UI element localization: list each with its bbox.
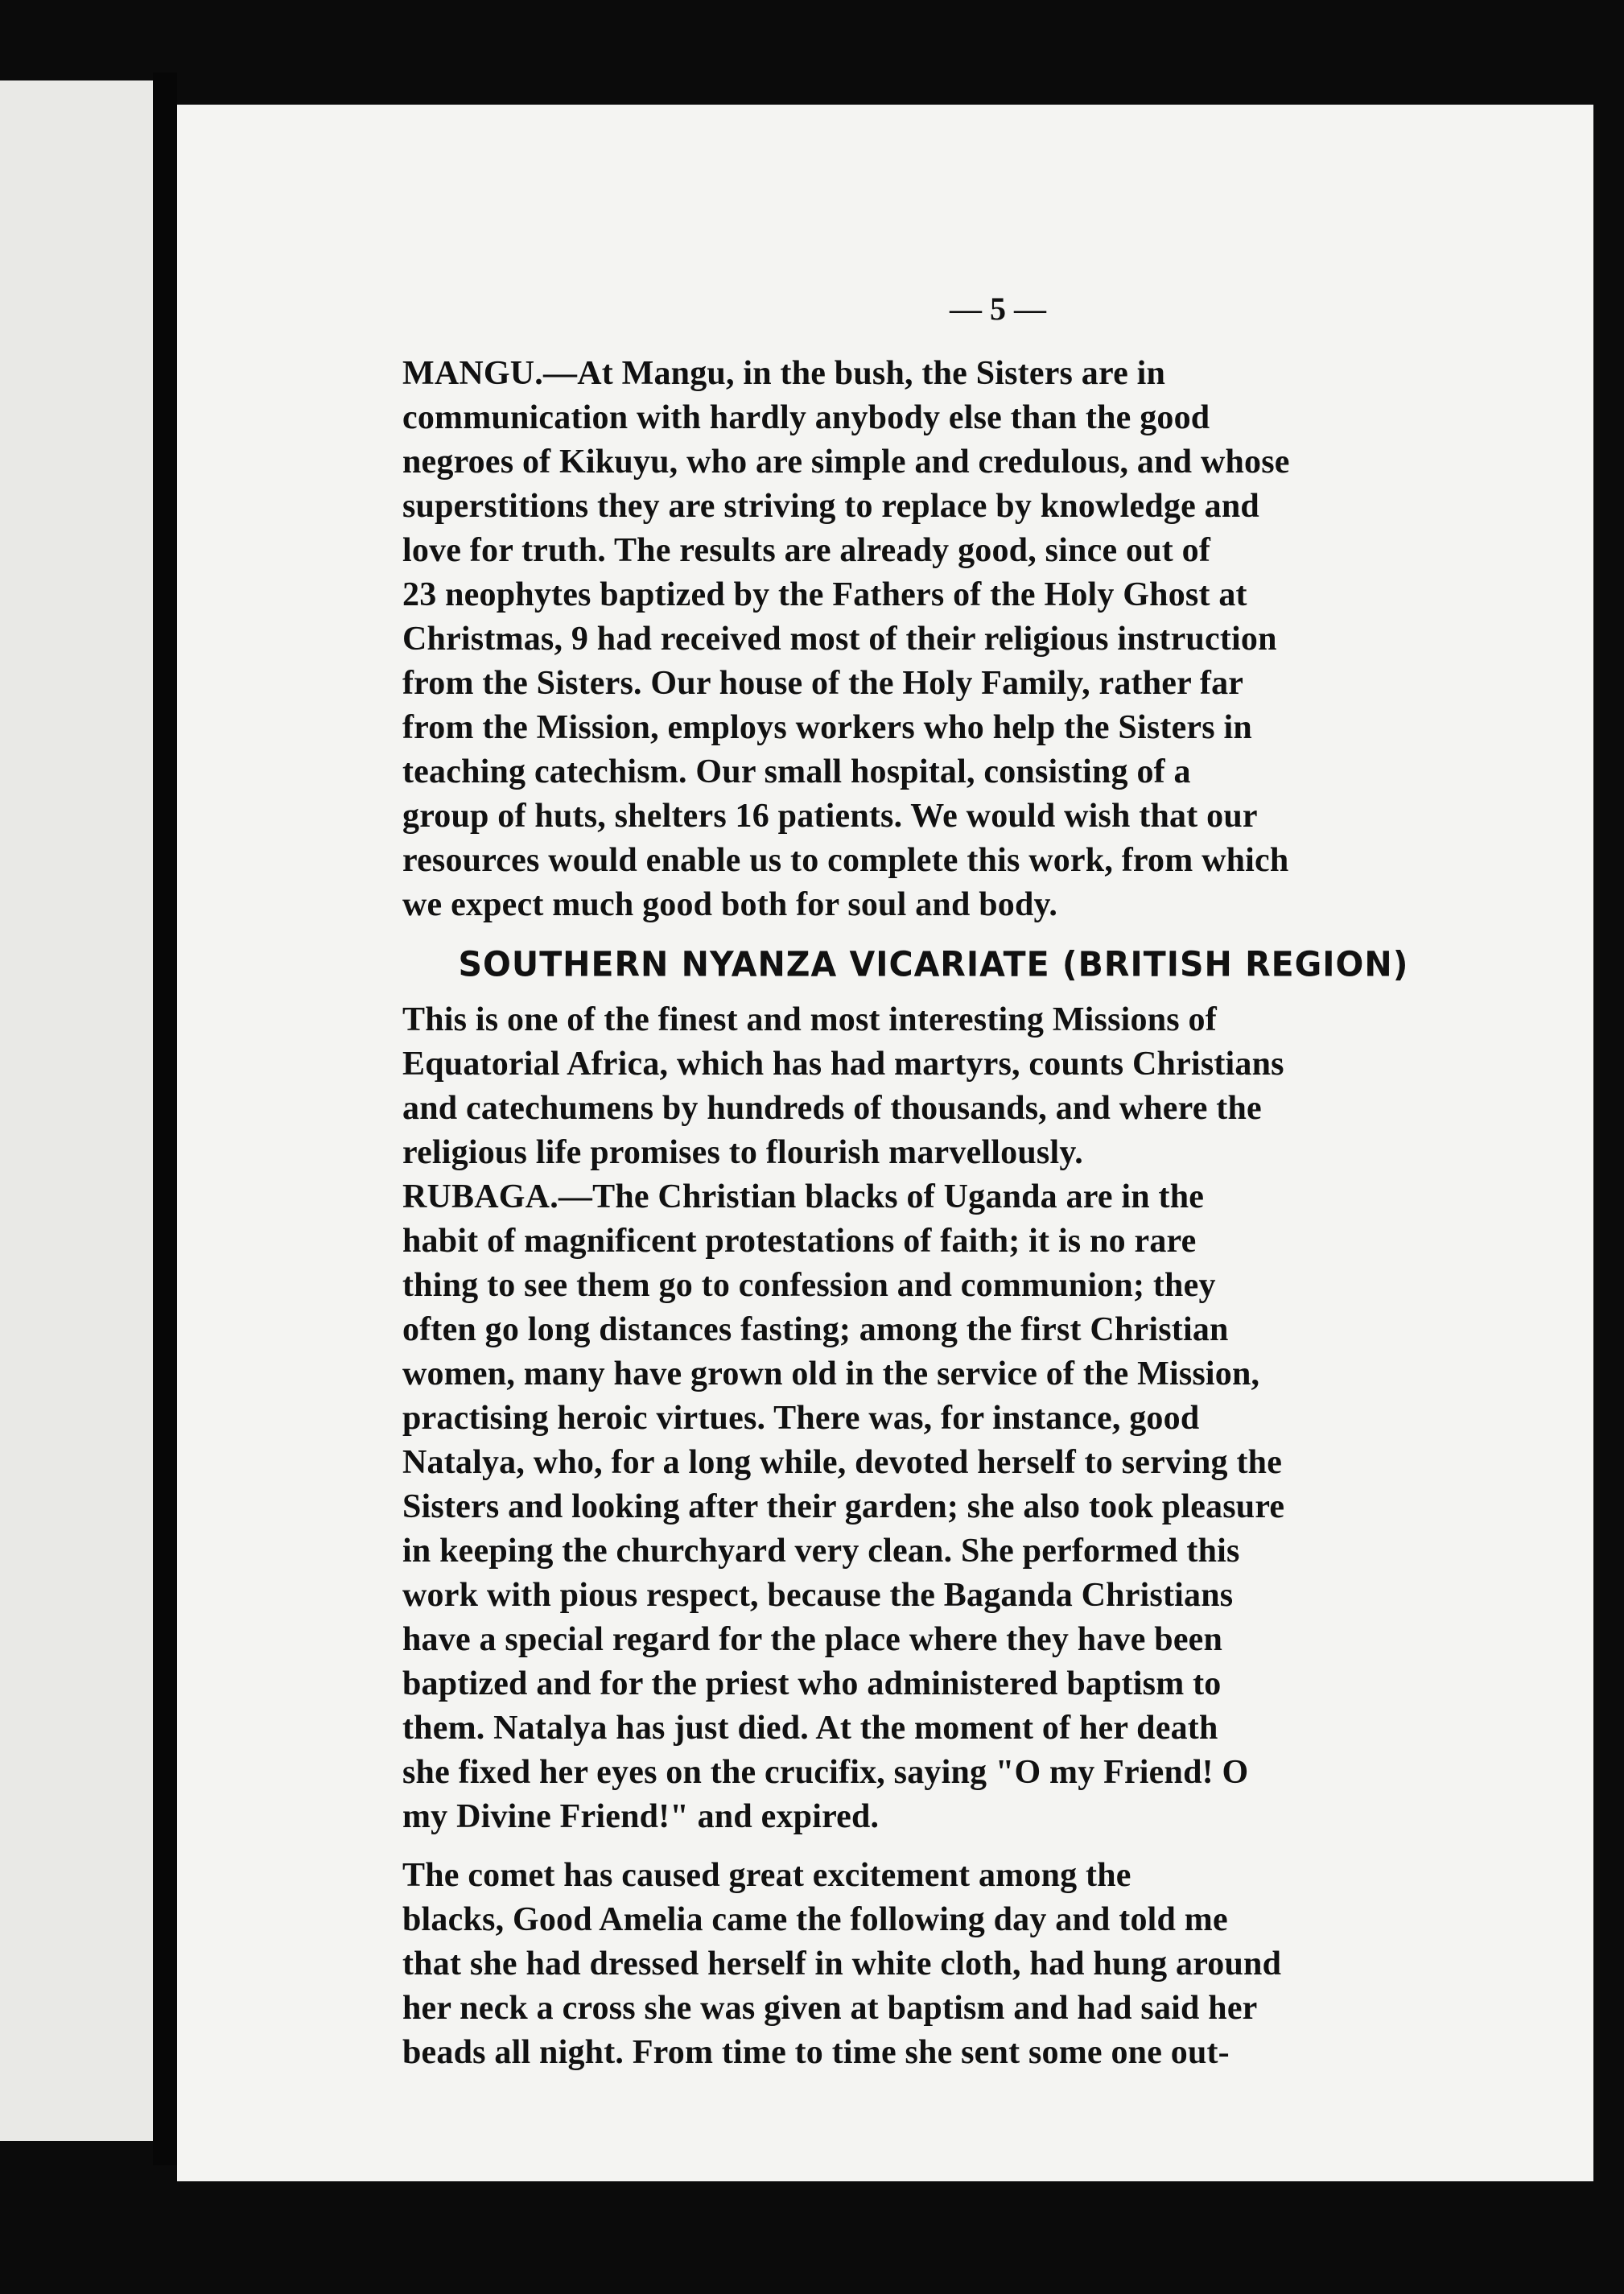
text-line: 23 neophytes baptized by the Fathers of the Holy Ghost at: [402, 576, 1247, 613]
text-line: that she had dressed herself in white cloth, had hung around: [402, 1945, 1282, 1982]
text-line: teaching catechism. Our small hospital, consisting of a: [402, 753, 1191, 790]
text-line: RUBAGA.—The Christian blacks of Uganda are in the: [402, 1178, 1205, 1215]
text-line: often go long distances fasting; among the first Christian: [402, 1311, 1229, 1348]
text-line: and catechumens by hundreds of thousands, and where the: [402, 1090, 1262, 1127]
text-line: have a special regard for the place where they have been: [402, 1621, 1223, 1658]
text-line: thing to see them go to confession and communion; they: [402, 1267, 1216, 1304]
page-number: — 5 —: [950, 291, 1046, 327]
text-line: Christmas, 9 had received most of their religious instruction: [402, 621, 1277, 658]
text-line: communication with hardly anybody else than the good: [402, 399, 1210, 436]
document-page: [177, 105, 1593, 2181]
text-line: The comet has caused great excitement among the: [402, 1857, 1131, 1894]
text-line: blacks, Good Amelia came the following day and told me: [402, 1901, 1228, 1938]
text-line: from the Mission, employs workers who help the Sisters in: [402, 709, 1252, 746]
text-line: in keeping the churchyard very clean. She performed this: [402, 1533, 1240, 1570]
text-line: habit of magnificent protestations of faith; it is no rare: [402, 1223, 1197, 1260]
text-line: group of huts, shelters 16 patients. We would wish that our: [402, 798, 1258, 835]
text-line: my Divine Friend!" and expired.: [402, 1798, 880, 1835]
text-line: religious life promises to flourish marvellously.: [402, 1134, 1083, 1171]
text-line: Natalya, who, for a long while, devoted herself to serving the: [402, 1444, 1283, 1481]
facing-page-edge: [0, 80, 153, 2141]
book-gutter: [153, 72, 177, 2165]
text-line: baptized and for the priest who administered baptism to: [402, 1665, 1222, 1702]
page-body: [322, 290, 1545, 2075]
paragraph-mangu: [322, 352, 1545, 927]
text-line: resources would enable us to complete this work, from which: [402, 842, 1289, 879]
paragraph-intro: [322, 998, 1545, 1175]
text-line: This is one of the finest and most interesting Missions of: [402, 1001, 1217, 1038]
text-line: she fixed her eyes on the crucifix, saying "O my Friend! O: [402, 1754, 1249, 1791]
text-line: MANGU.—At Mangu, in the bush, the Sisters are in: [402, 355, 1166, 392]
text-line: Sisters and looking after their garden; she also took pleasure: [402, 1488, 1285, 1525]
paragraph-comet: [322, 1854, 1545, 2075]
text-line: Equatorial Africa, which has had martyrs, counts Christians: [402, 1046, 1284, 1083]
section-heading: SOUTHERN NYANZA VICARIATE (BRITISH REGION): [458, 943, 1409, 985]
text-line: women, many have grown old in the service of the Mission,: [402, 1355, 1260, 1392]
text-line: we expect much good both for soul and body.: [402, 886, 1058, 923]
text-line: love for truth. The results are already good, since out of: [402, 532, 1211, 569]
text-line: from the Sisters. Our house of the Holy Family, rather far: [402, 665, 1244, 702]
text-line: superstitions they are striving to replace by knowledge and: [402, 488, 1259, 525]
text-line: work with pious respect, because the Baganda Christians: [402, 1577, 1234, 1614]
text-line: beads all night. From time to time she sent some one out-: [402, 2034, 1230, 2071]
paragraph-spacer: [322, 1839, 1545, 1854]
text-line: her neck a cross she was given at baptism and had said her: [402, 1990, 1258, 2027]
paragraph-rubaga: [322, 1175, 1545, 1839]
text-line: them. Natalya has just died. At the moment of her death: [402, 1710, 1218, 1747]
text-line: practising heroic virtues. There was, for instance, good: [402, 1400, 1200, 1437]
text-line: negroes of Kikuyu, who are simple and credulous, and whose: [402, 444, 1290, 481]
